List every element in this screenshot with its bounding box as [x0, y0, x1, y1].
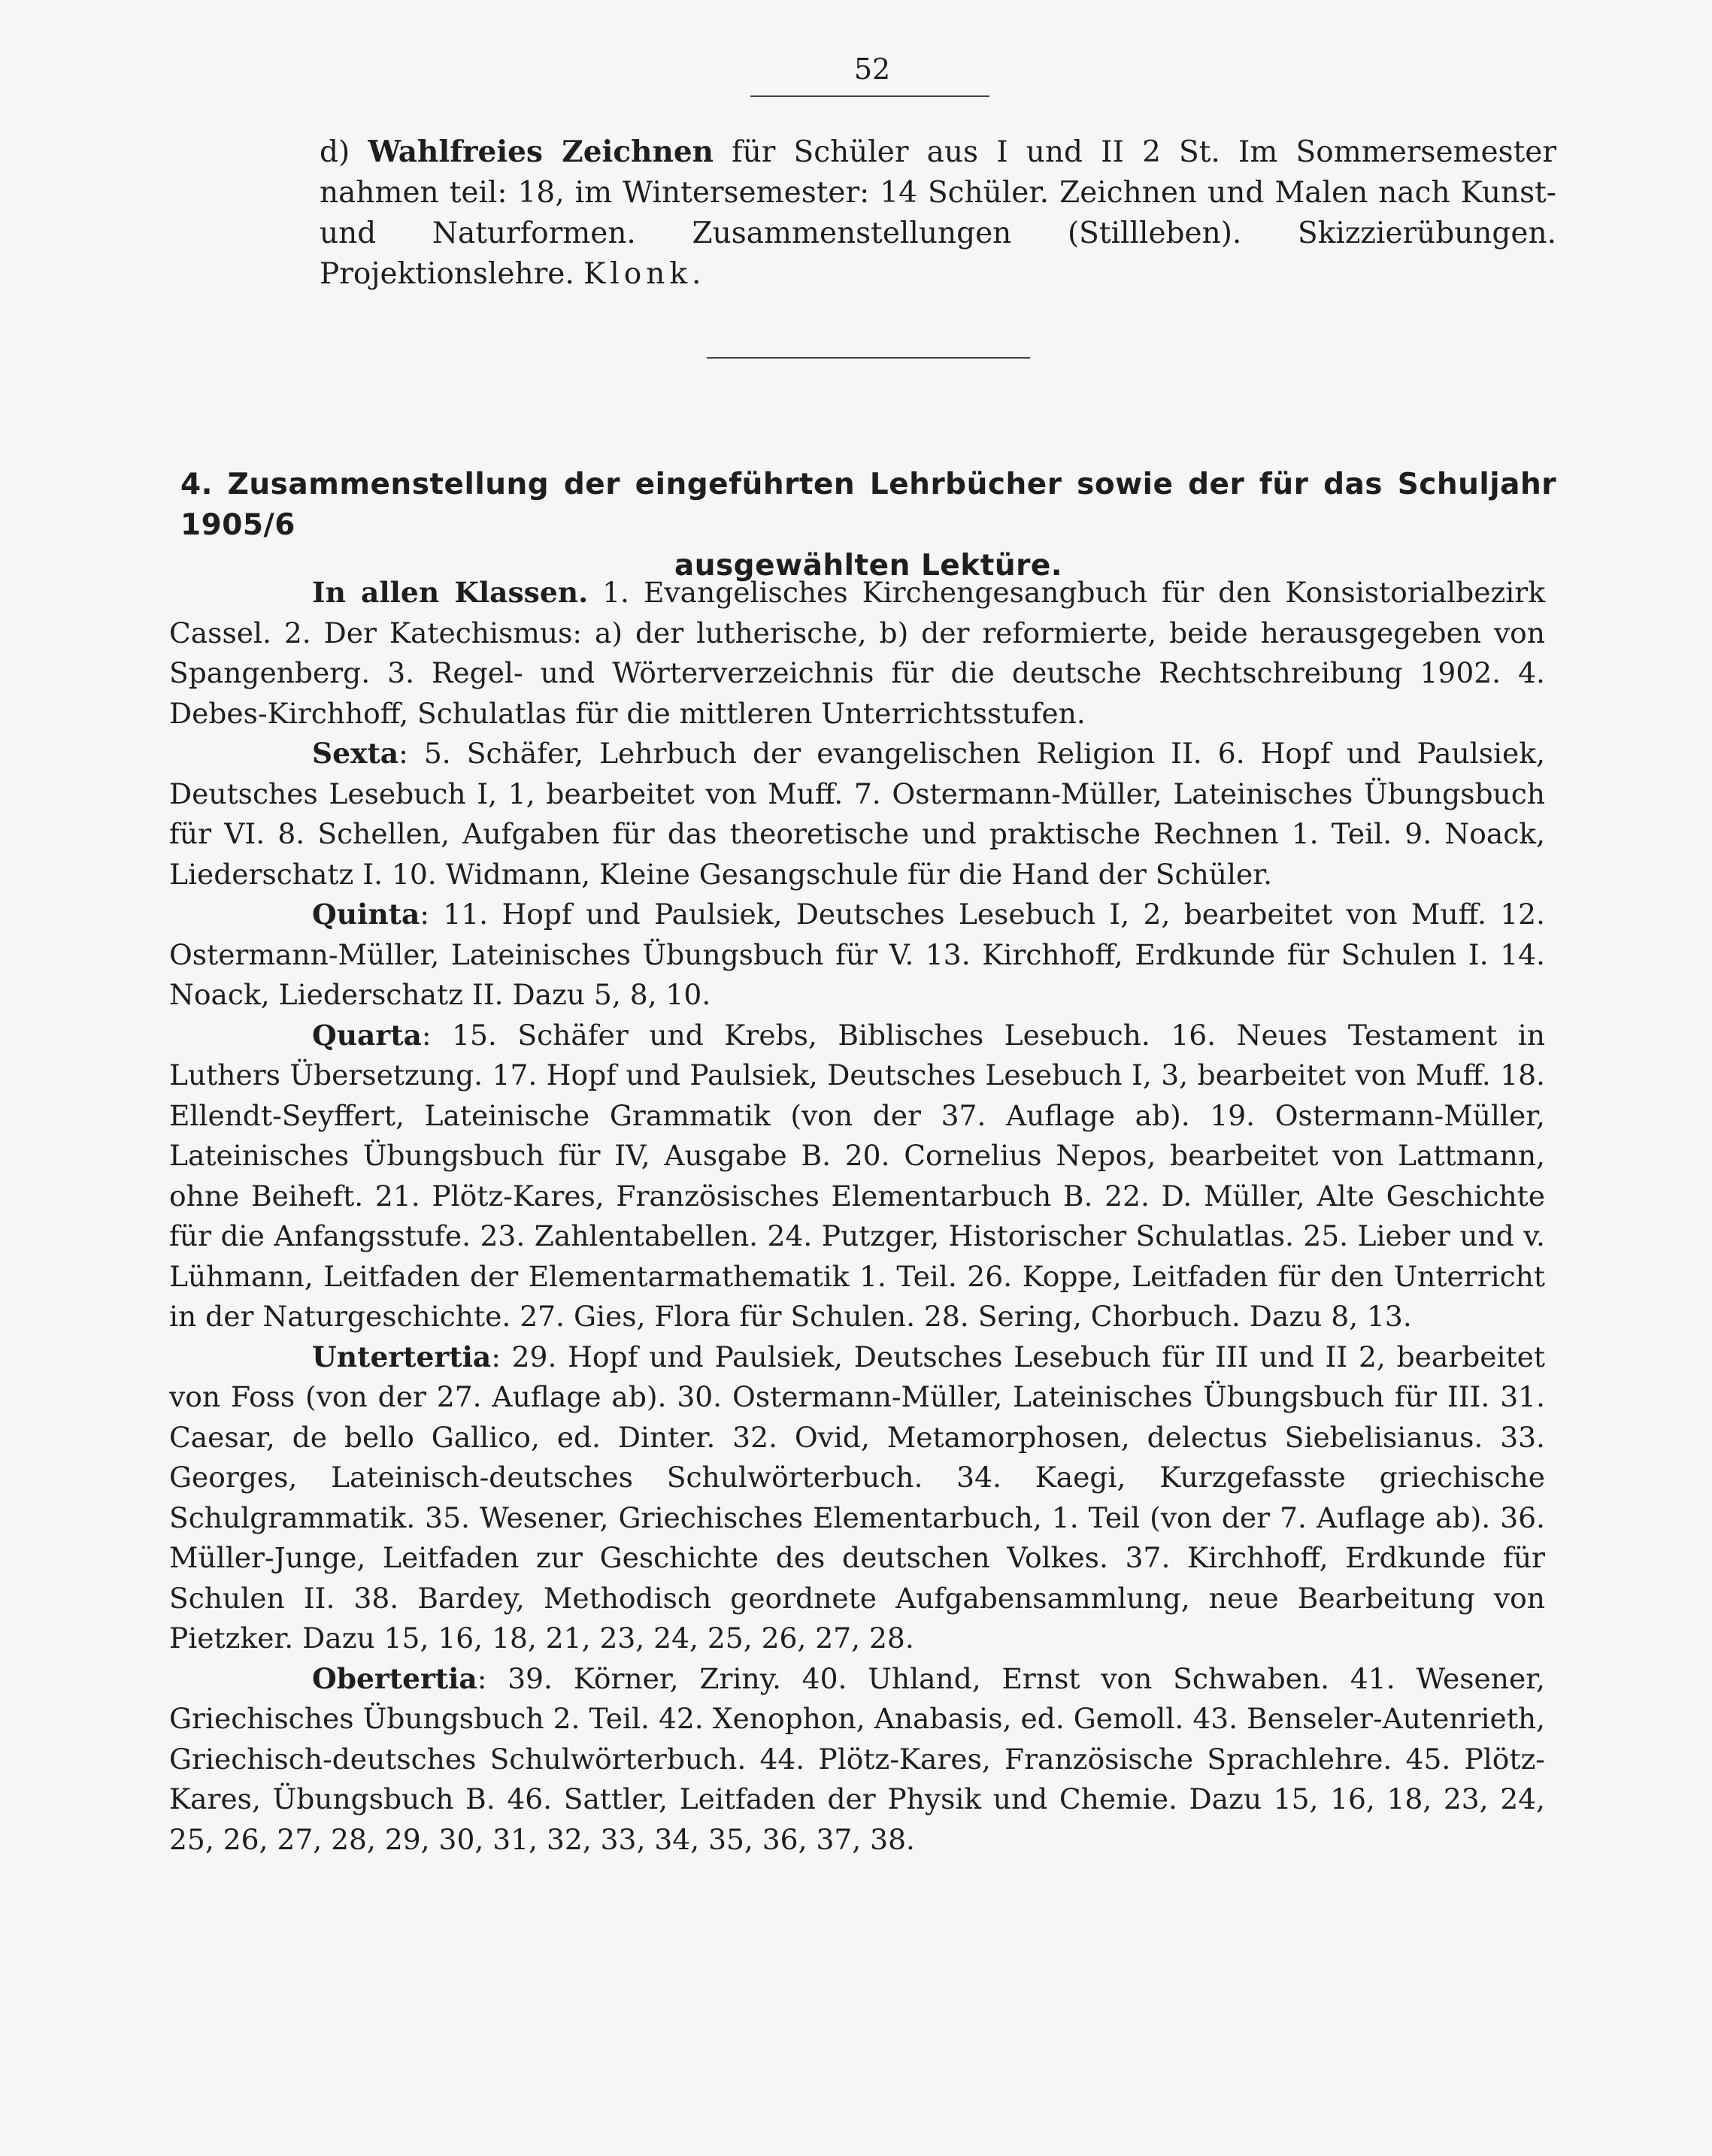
- paragraph-text: : 39. Körner, Zriny. 40. Uhland, Ernst von Schwaben. 41. Wesener, Griechisches Übungsbuch 2. Teil. 42. Xenophon, Anabasis, ed. Gemoll. 43. Benseler-Autenrieth, Griechisch-deutsches Schulwörterbuch. 44. Plötz-Kares, Französische Sprachlehre. 45. Plötz-Kares, Übungsbuch B. 46. Sattler, Leitfaden der Physik und Chemie. Dazu 15, 16, 18, 23, 24, 25, 26, 27, 28, 29, 30, 31, 32, 33, 34, 35, 36, 37, 38.: [169, 1661, 1545, 1856]
- section-d-text: für Schüler aus I und II 2 St. Im Sommersemester nahmen teil: 18, im Wintersemester: 14 Schüler. Zeichnen und Malen nach Kunst- und Naturformen. Zusammenstellungen (Stillleben). Skizzierübungen. Projektionslehre.: [320, 135, 1556, 291]
- paragraph-text: : 15. Schäfer und Krebs, Biblisches Lesebuch. 16. Neues Testament in Luthers Übersetzung. 17. Hopf und Paulsiek, Deutsches Lesebuch I, 3, bearbeitet von Muff. 18. Ellendt-Seyffert, Lateinische Grammatik (von der 37. Auflage ab). 19. Ostermann-Müller, Lateinisches Übungsbuch für IV, Ausgabe B. 20. Cornelius Nepos, bearbeitet von Lattmann, ohne Beiheft. 21. Plötz-Kares, Französisches Elementarbuch B. 22. D. Müller, Alte Geschichte für die Anfangsstufe. 23. Zahlentabellen. 24. Putzger, Historischer Schulatlas. 25. Lieber und v. Lühmann, Leitfaden der Elementarmathematik 1. Teil. 26. Koppe, Leitfaden für den Unterricht in der Naturgeschichte. 27. Gies, Flora für Schulen. 28. Sering, Chorbuch. Dazu 8, 13.: [169, 1018, 1545, 1333]
- paragraph-sexta: [169, 734, 1545, 895]
- section-d-body: [184, 132, 1556, 295]
- paragraph-text: 1. Evangelisches Kirchengesangbuch für den Konsistorialbezirk Cassel. 2. Der Katechismus: a) der lutherische, b) der reformierte, beide herausgegeben von Spangenberg. 3. Regel- und Wörterverzeichnis für die deutsche Rechtschreibung 1902. 4. Debes-Kirchhoff, Schulatlas für die mittleren Unterrichtsstufen.: [169, 576, 1545, 730]
- paragraph-label: Sexta: [312, 737, 399, 770]
- textbook-list: [169, 573, 1545, 1860]
- section-d-teacher: Klonk.: [583, 257, 706, 291]
- paragraph-label: Quinta: [312, 898, 420, 931]
- section-divider: [707, 357, 1030, 359]
- section-heading: [180, 465, 1556, 586]
- paragraph-obertertia: [169, 1659, 1545, 1861]
- section-d-paragraph: [184, 132, 1556, 295]
- paragraph-label: In allen Klassen.: [312, 576, 589, 609]
- page-number: 52: [853, 53, 891, 86]
- paragraph-label: Untertertia: [312, 1340, 492, 1373]
- paragraph-untertertia: [169, 1337, 1545, 1659]
- page-number-rule: [750, 95, 989, 97]
- section-d-label: Wahlfreies Zeichnen: [368, 135, 714, 169]
- paragraph-text: : 11. Hopf und Paulsiek, Deutsches Lesebuch I, 2, bearbeitet von Muff. 12. Ostermann-Müller, Lateinisches Übungsbuch für V. 13. Kirchhoff, Erdkunde für Schulen I. 14. Noack, Liederschatz II. Dazu 5, 8, 10.: [169, 898, 1545, 1011]
- paragraph-label: Obertertia: [312, 1661, 477, 1695]
- section-heading-line1: 4. Zusammenstellung der eingeführten Lehrbücher sowie der für das Schuljahr 1905/6: [180, 468, 1556, 542]
- paragraph-quarta: [169, 1016, 1545, 1337]
- paragraph-text: : 29. Hopf und Paulsiek, Deutsches Lesebuch für III und II 2, bearbeitet von Foss (von der 27. Auflage ab). 30. Ostermann-Müller, Lateinisches Übungsbuch für III. 31. Caesar, de bello Gallico, ed. Dinter. 32. Ovid, Metamorphosen, delectus Siebelisianus. 33. Georges, Lateinisch-deutsches Schulwörterbuch. 34. Kaegi, Kurzgefasste griechische Schulgrammatik. 35. Wesener, Griechisches Elementarbuch, 1. Teil (von der 7. Auflage ab). 36. Müller-Junge, Leitfaden zur Geschichte des deutschen Volkes. 37. Kirchhoff, Erdkunde für Schulen II. 38. Bardey, Methodisch geordnete Aufgabensammlung, neue Bearbeitung von Pietzker. Dazu 15, 16, 18, 21, 23, 24, 25, 26, 27, 28.: [169, 1340, 1545, 1655]
- section-heading-line2: ausgewählten Lektüre.: [674, 549, 1063, 583]
- paragraph-quinta: [169, 895, 1545, 1016]
- section-d-prefix: d): [320, 135, 350, 169]
- paragraph-all-classes: [169, 573, 1545, 734]
- paragraph-label: Quarta: [312, 1018, 422, 1052]
- paragraph-text: : 5. Schäfer, Lehrbuch der evangelischen Religion II. 6. Hopf und Paulsiek, Deutsches Lesebuch I, 1, bearbeitet von Muff. 7. Ostermann-Müller, Lateinisches Übungsbuch für VI. 8. Schellen, Aufgaben für das theoretische und praktische Rechnen 1. Teil. 9. Noack, Liederschatz I. 10. Widmann, Kleine Gesangschule für die Hand der Schüler.: [169, 737, 1545, 891]
